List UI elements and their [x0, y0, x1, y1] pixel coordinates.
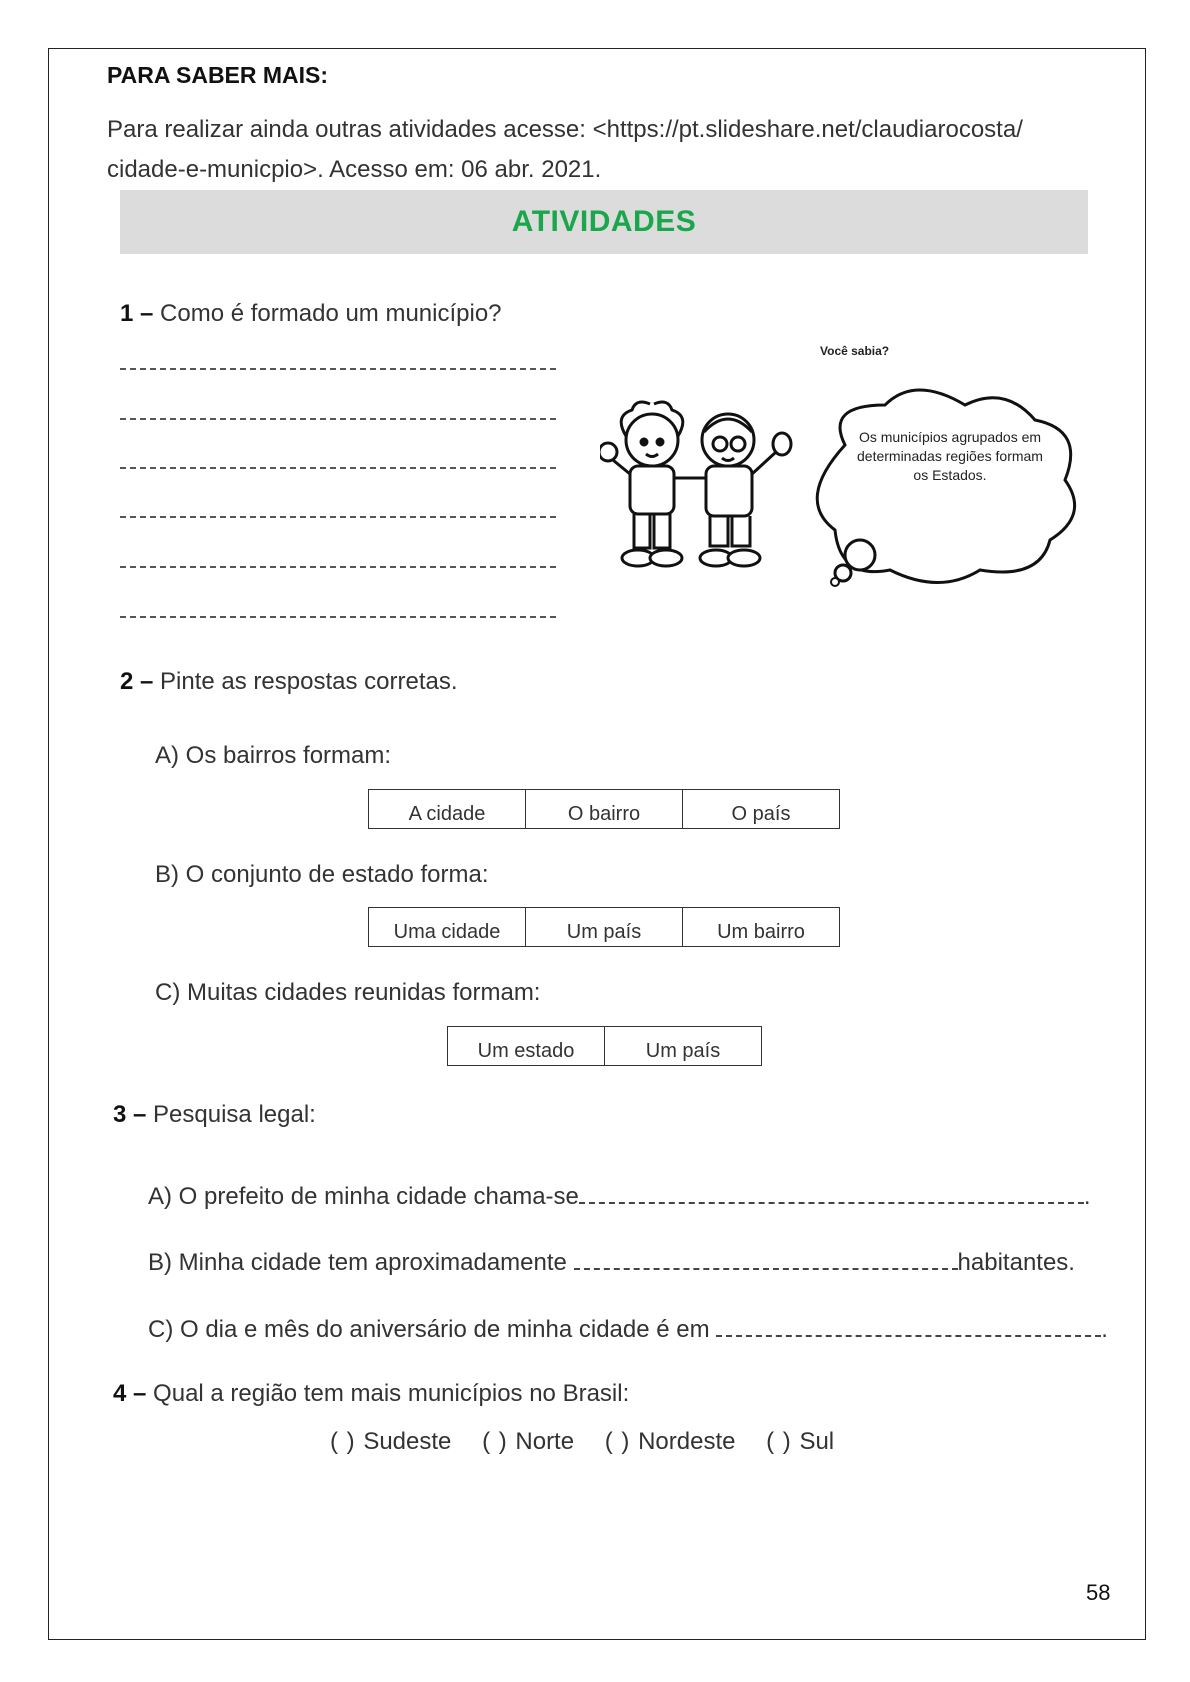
option-cell[interactable]: A cidade [369, 790, 526, 829]
question-3c-prefix: C) O dia e mês do aniversário de minha cidade é em [148, 1316, 710, 1343]
children-illustration [600, 400, 800, 585]
atividades-banner [120, 190, 1088, 254]
question-2a-options [368, 789, 840, 829]
question-3 [113, 1101, 316, 1129]
option-cell[interactable]: O bairro [526, 790, 683, 829]
question-2 [120, 668, 458, 696]
option-cell[interactable]: Um estado [448, 1027, 605, 1066]
para-saber-mais-line-2: cidade-e-municpio>. Acesso em: 06 abr. 2021. [107, 156, 602, 183]
question-3c [148, 1313, 1108, 1344]
answer-line[interactable] [120, 516, 556, 518]
choice-nordeste[interactable]: ( ) Nordeste [604, 1428, 736, 1455]
question-2b-label: B) O conjunto de estado forma: [155, 861, 489, 888]
question-2-number: 2 – [120, 668, 154, 695]
voce-sabia-heading: Você sabia? [820, 344, 890, 358]
question-2c-label: C) Muitas cidades reunidas formam: [155, 979, 541, 1006]
question-4-choices [330, 1428, 834, 1456]
answer-blank[interactable] [574, 1246, 958, 1270]
question-4-text: Qual a região tem mais municípios no Brasil: [153, 1380, 630, 1407]
question-3-number: 3 – [113, 1101, 147, 1128]
choice-sul[interactable]: ( ) Sul [766, 1428, 835, 1455]
question-3b [148, 1246, 1075, 1277]
question-3a-prefix: A) O prefeito de minha cidade chama-se [148, 1183, 579, 1210]
question-2b-options [368, 907, 840, 947]
bubble-text: Os municípios agrupados em determinadas regiões formam os Estados. [857, 429, 1043, 483]
page-number: 58 [1086, 1580, 1111, 1605]
question-3b-prefix: B) Minha cidade tem aproximadamente [148, 1249, 567, 1276]
answer-blank[interactable] [716, 1313, 1101, 1337]
question-3-text: Pesquisa legal: [153, 1101, 316, 1128]
question-1-number: 1 – [120, 300, 154, 327]
choice-norte[interactable]: ( ) Norte [482, 1428, 575, 1455]
para-saber-mais-line-1: Para realizar ainda outras atividades acesse: <https://pt.slideshare.net/claudiarocosta/ [107, 116, 1023, 143]
atividades-title: ATIVIDADES [511, 205, 697, 238]
answer-line[interactable] [120, 467, 556, 469]
answer-blank[interactable] [579, 1180, 1084, 1204]
thought-bubble [805, 385, 1090, 590]
question-4 [113, 1380, 629, 1408]
question-1 [120, 300, 502, 328]
question-1-text: Como é formado um município? [160, 300, 502, 327]
answer-line[interactable] [120, 616, 556, 618]
option-cell[interactable]: Um país [526, 908, 683, 947]
question-3c-suffix: . [1101, 1316, 1108, 1343]
question-4-number: 4 – [113, 1380, 147, 1407]
option-cell[interactable]: Uma cidade [369, 908, 526, 947]
question-2c-options [447, 1026, 762, 1066]
option-cell[interactable]: Um bairro [683, 908, 840, 947]
answer-line[interactable] [120, 566, 556, 568]
answer-line[interactable] [120, 418, 556, 420]
question-3b-suffix: habitantes. [957, 1249, 1075, 1276]
question-2a-label: A) Os bairros formam: [155, 742, 392, 769]
question-3a [148, 1180, 1091, 1211]
answer-line[interactable] [120, 368, 556, 370]
para-saber-mais-title: PARA SABER MAIS: [107, 62, 329, 88]
choice-sudeste[interactable]: ( ) Sudeste [330, 1428, 452, 1455]
question-3a-suffix: . [1083, 1183, 1091, 1210]
para-saber-mais-text [107, 110, 1107, 190]
question-2-text: Pinte as respostas corretas. [160, 668, 458, 695]
option-cell[interactable]: Um país [605, 1027, 762, 1066]
option-cell[interactable]: O país [683, 790, 840, 829]
